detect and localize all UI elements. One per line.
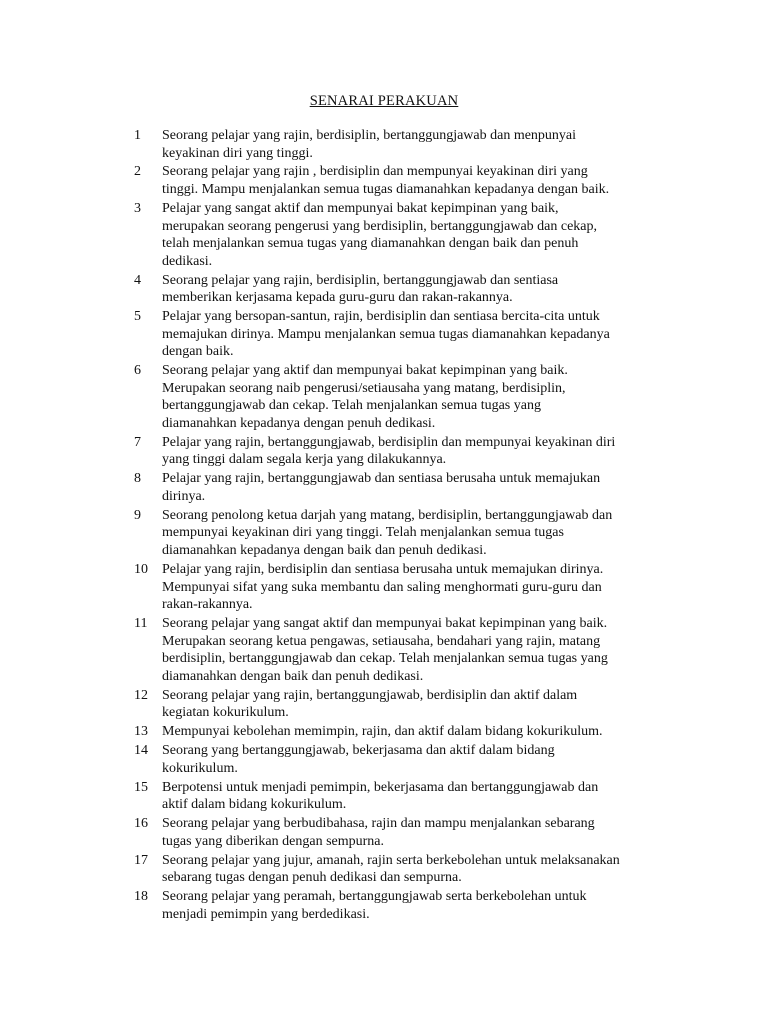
list-item (134, 779, 674, 814)
list-item (134, 615, 674, 685)
list-item (134, 852, 674, 887)
item-number: 17 (134, 852, 148, 868)
list-item (134, 815, 674, 850)
item-text: Pelajar yang rajin, bertanggungjawab, berdisiplin dan mempunyai keyakinan diri yang tinggi dalam segala kerja yang dilakukannya. (162, 434, 616, 468)
list-item (134, 888, 674, 923)
item-text: Pelajar yang sangat aktif dan mempunyai bakat kepimpinan yang baik, merupakan seorang pengerusi yang berdisiplin, bertanggungjawab dan cekap, telah menjalankan semua tugas yang diamanahkan dengan baik dan penuh dedikasi. (162, 200, 598, 269)
list-item (134, 507, 674, 560)
item-number: 4 (134, 272, 141, 288)
recommendation-list (134, 127, 674, 924)
item-text: Pelajar yang rajin, berdisiplin dan sentiasa berusaha untuk memajukan dirinya. Mempunyai sifat yang suka membantu dan saling menghormati guru-guru dan rakan-rakannya. (162, 561, 604, 613)
item-number: 12 (134, 687, 148, 703)
item-number: 3 (134, 200, 141, 216)
item-number: 8 (134, 471, 141, 487)
item-text: Pelajar yang bersopan-santun, rajin, berdisiplin dan sentiasa bercita-cita untuk memajukan dirinya. Mampu menjalankan semua tugas diamanahkan kepadanya dengan baik. (162, 309, 610, 360)
list-item (134, 163, 674, 198)
item-text: Seorang pelajar yang rajin , berdisiplin dan mempunyai keyakinan diri yang tinggi. Mampu menjalankan semua tugas diamanahkan kepadanya dengan baik. (162, 164, 610, 198)
item-text: Seorang pelajar yang jujur, amanah, rajin serta berkebolehan untuk melaksanakan sebarang tugas dengan penuh dedikasi dan sempurna. (162, 852, 620, 886)
list-item (134, 561, 674, 614)
list-item (134, 742, 674, 777)
item-text: Seorang pelajar yang rajin, berdisiplin, bertanggungjawab dan sentiasa memberikan kerjasama kepada guru-guru dan rakan-rakannya. (162, 272, 559, 306)
item-number: 9 (134, 507, 141, 523)
item-text: Seorang pelajar yang berbudibahasa, rajin dan mampu menjalankan sebarang tugas yang diberikan dengan sempurna. (162, 816, 595, 849)
page-title: SENARAI PERAKUAN (309, 93, 459, 109)
list-item (134, 723, 674, 741)
item-text: Seorang penolong ketua darjah yang matang, berdisiplin, bertanggungjawab dan mempunyai keyakinan diri yang tinggi. Telah menjalankan semua tugas diamanahkan kepadanya dengan baik dan penuh dedikasi. (162, 507, 613, 559)
item-text: Pelajar yang rajin, bertanggungjawab dan sentiasa berusaha untuk memajukan dirinya. (162, 471, 601, 504)
item-number: 1 (134, 128, 141, 143)
item-number: 11 (134, 616, 148, 631)
item-text: Seorang pelajar yang sangat aktif dan mempunyai bakat kepimpinan yang baik. Merupakan seorang ketua pengawas, setiausaha, bendahari yang rajin, matang berdisiplin, bertanggungjawab dan cekap. Telah menjalankan semua tugas yang diamanahkan dengan baik dan penuh dedikasi. (162, 616, 608, 684)
item-number: 18 (134, 888, 148, 904)
item-text: Berpotensi untuk menjadi pemimpin, bekerjasama dan bertanggungjawab dan aktif dalam bidang kokurikulum. (162, 779, 599, 813)
item-text: Mempunyai kebolehan memimpin, rajin, dan aktif dalam bidang kokurikulum. (162, 724, 603, 740)
list-item (134, 200, 674, 270)
item-text: Seorang yang bertanggungjawab, bekerjasama dan aktif dalam bidang kokurikulum. (162, 743, 555, 776)
list-item (134, 434, 674, 469)
item-number: 6 (134, 363, 141, 379)
list-item (134, 308, 674, 361)
item-number: 7 (134, 434, 141, 450)
item-number: 16 (134, 816, 148, 832)
list-item (134, 362, 674, 432)
item-number: 14 (134, 743, 148, 759)
item-text: Seorang pelajar yang rajin, bertanggungjawab, berdisiplin dan aktif dalam kegiatan kokurikulum. (162, 687, 578, 721)
item-text: Seorang pelajar yang peramah, bertanggungjawab serta berkebolehan untuk menjadi pemimpin yang berdedikasi. (162, 888, 587, 922)
item-text: Seorang pelajar yang rajin, berdisiplin, bertanggungjawab dan menpunyai keyakinan diri yang tinggi. (162, 128, 577, 161)
item-number: 10 (134, 561, 148, 577)
item-number: 5 (134, 309, 141, 325)
item-number: 2 (134, 164, 141, 180)
item-number: 13 (134, 724, 148, 740)
item-text: Seorang pelajar yang aktif dan mempunyai bakat kepimpinan yang baik. Merupakan seorang naib pengerusi/setiausaha yang matang, berdisiplin, bertanggungjawab dan cekap. Telah menjalankan semua tugas yang diamanahkan kepadanya dengan penuh dedikasi. (162, 363, 568, 431)
list-item (134, 470, 674, 505)
item-number: 15 (134, 779, 148, 795)
list-item (134, 687, 674, 722)
list-item (134, 127, 674, 162)
list-item (134, 272, 674, 307)
